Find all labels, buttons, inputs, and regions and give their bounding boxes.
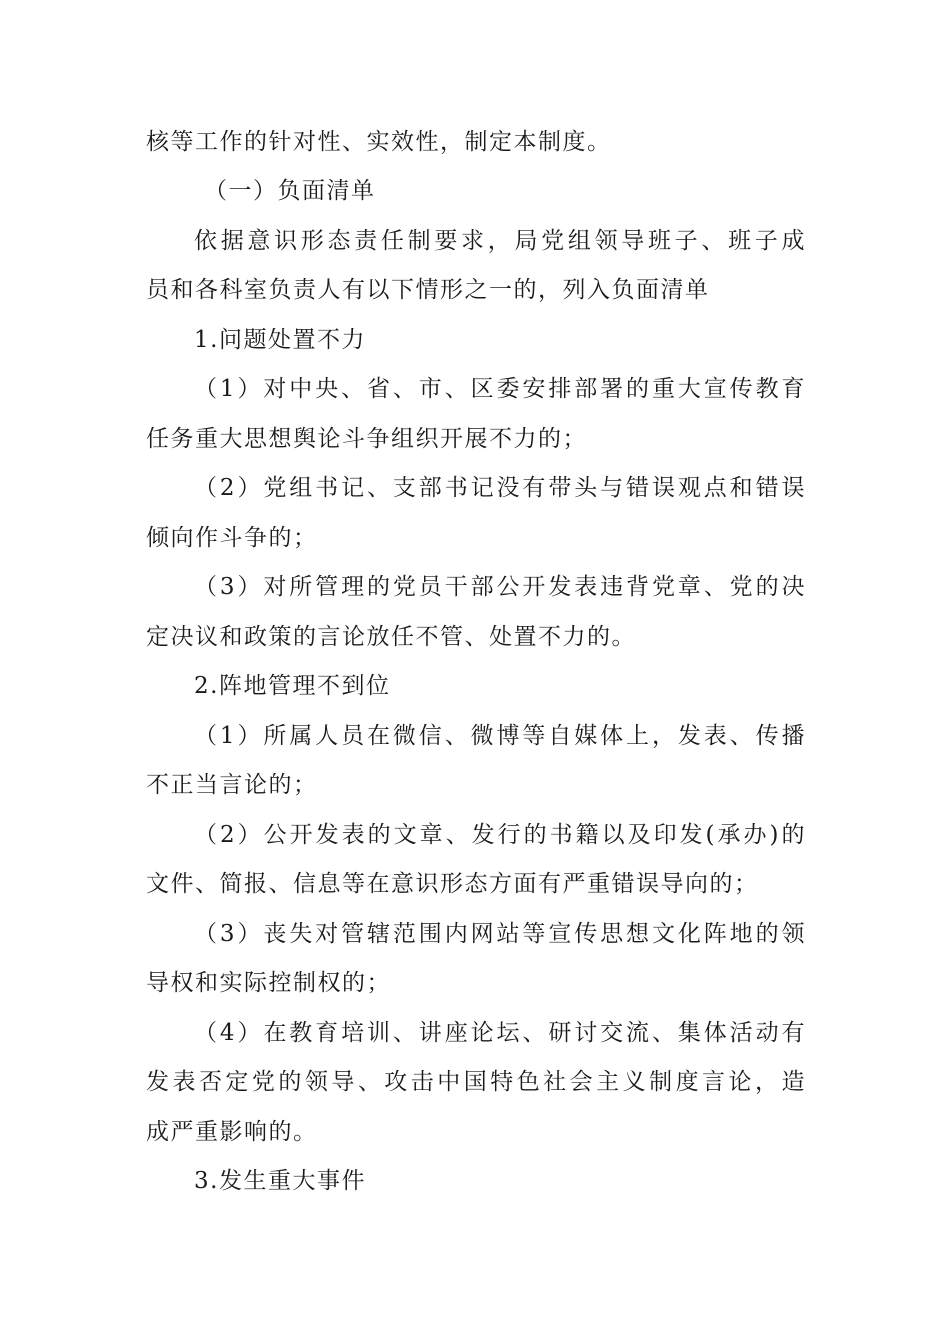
list-item-line: （4）在教育培训、讲座论坛、研讨交流、集体活动有: [194, 1020, 806, 1046]
list-item-line: 倾向作斗争的；: [146, 525, 318, 551]
subheading-item-2: 2.阵地管理不到位: [194, 673, 391, 699]
list-item-line: 文件、简报、信息等在意识形态方面有严重错误导向的；: [146, 871, 759, 897]
subheading-item-1: 1.问题处置不力: [194, 327, 366, 353]
paragraph-line: 依据意识形态责任制要求，局党组领导班子、班子成: [194, 228, 806, 254]
list-item-line: 定决议和政策的言论放任不管、处置不力的。: [146, 624, 636, 650]
section-heading-negative-list: （一）负面清单: [204, 178, 376, 204]
list-item-line: （3）对所管理的党员干部公开发表违背党章、党的决: [194, 574, 806, 600]
list-item-line: （1）所属人员在微信、微博等自媒体上，发表、传播: [194, 723, 806, 749]
list-item-line: 成严重影响的。: [146, 1119, 318, 1145]
list-item-line: 导权和实际控制权的；: [146, 970, 391, 996]
list-item-line: 发表否定党的领导、攻击中国特色社会主义制度言论，造: [146, 1069, 806, 1095]
list-item-line: （2）党组书记、支部书记没有带头与错误观点和错误: [194, 475, 806, 501]
list-item-line: （2）公开发表的文章、发行的书籍以及印发(承办)的: [194, 822, 806, 848]
list-item-line: （1）对中央、省、市、区委安排部署的重大宣传教育: [194, 376, 806, 402]
subheading-item-3: 3.发生重大事件: [194, 1168, 366, 1194]
list-item-line: 任务重大思想舆论斗争组织开展不力的；: [146, 426, 587, 452]
paragraph-line-continuation: 核等工作的针对性、实效性，制定本制度。: [146, 129, 612, 155]
list-item-line: 不正当言论的；: [146, 772, 318, 798]
list-item-line: （3）丧失对管辖范围内网站等宣传思想文化阵地的领: [194, 921, 806, 947]
paragraph-line: 员和各科室负责人有以下情形之一的，列入负面清单: [146, 277, 710, 303]
